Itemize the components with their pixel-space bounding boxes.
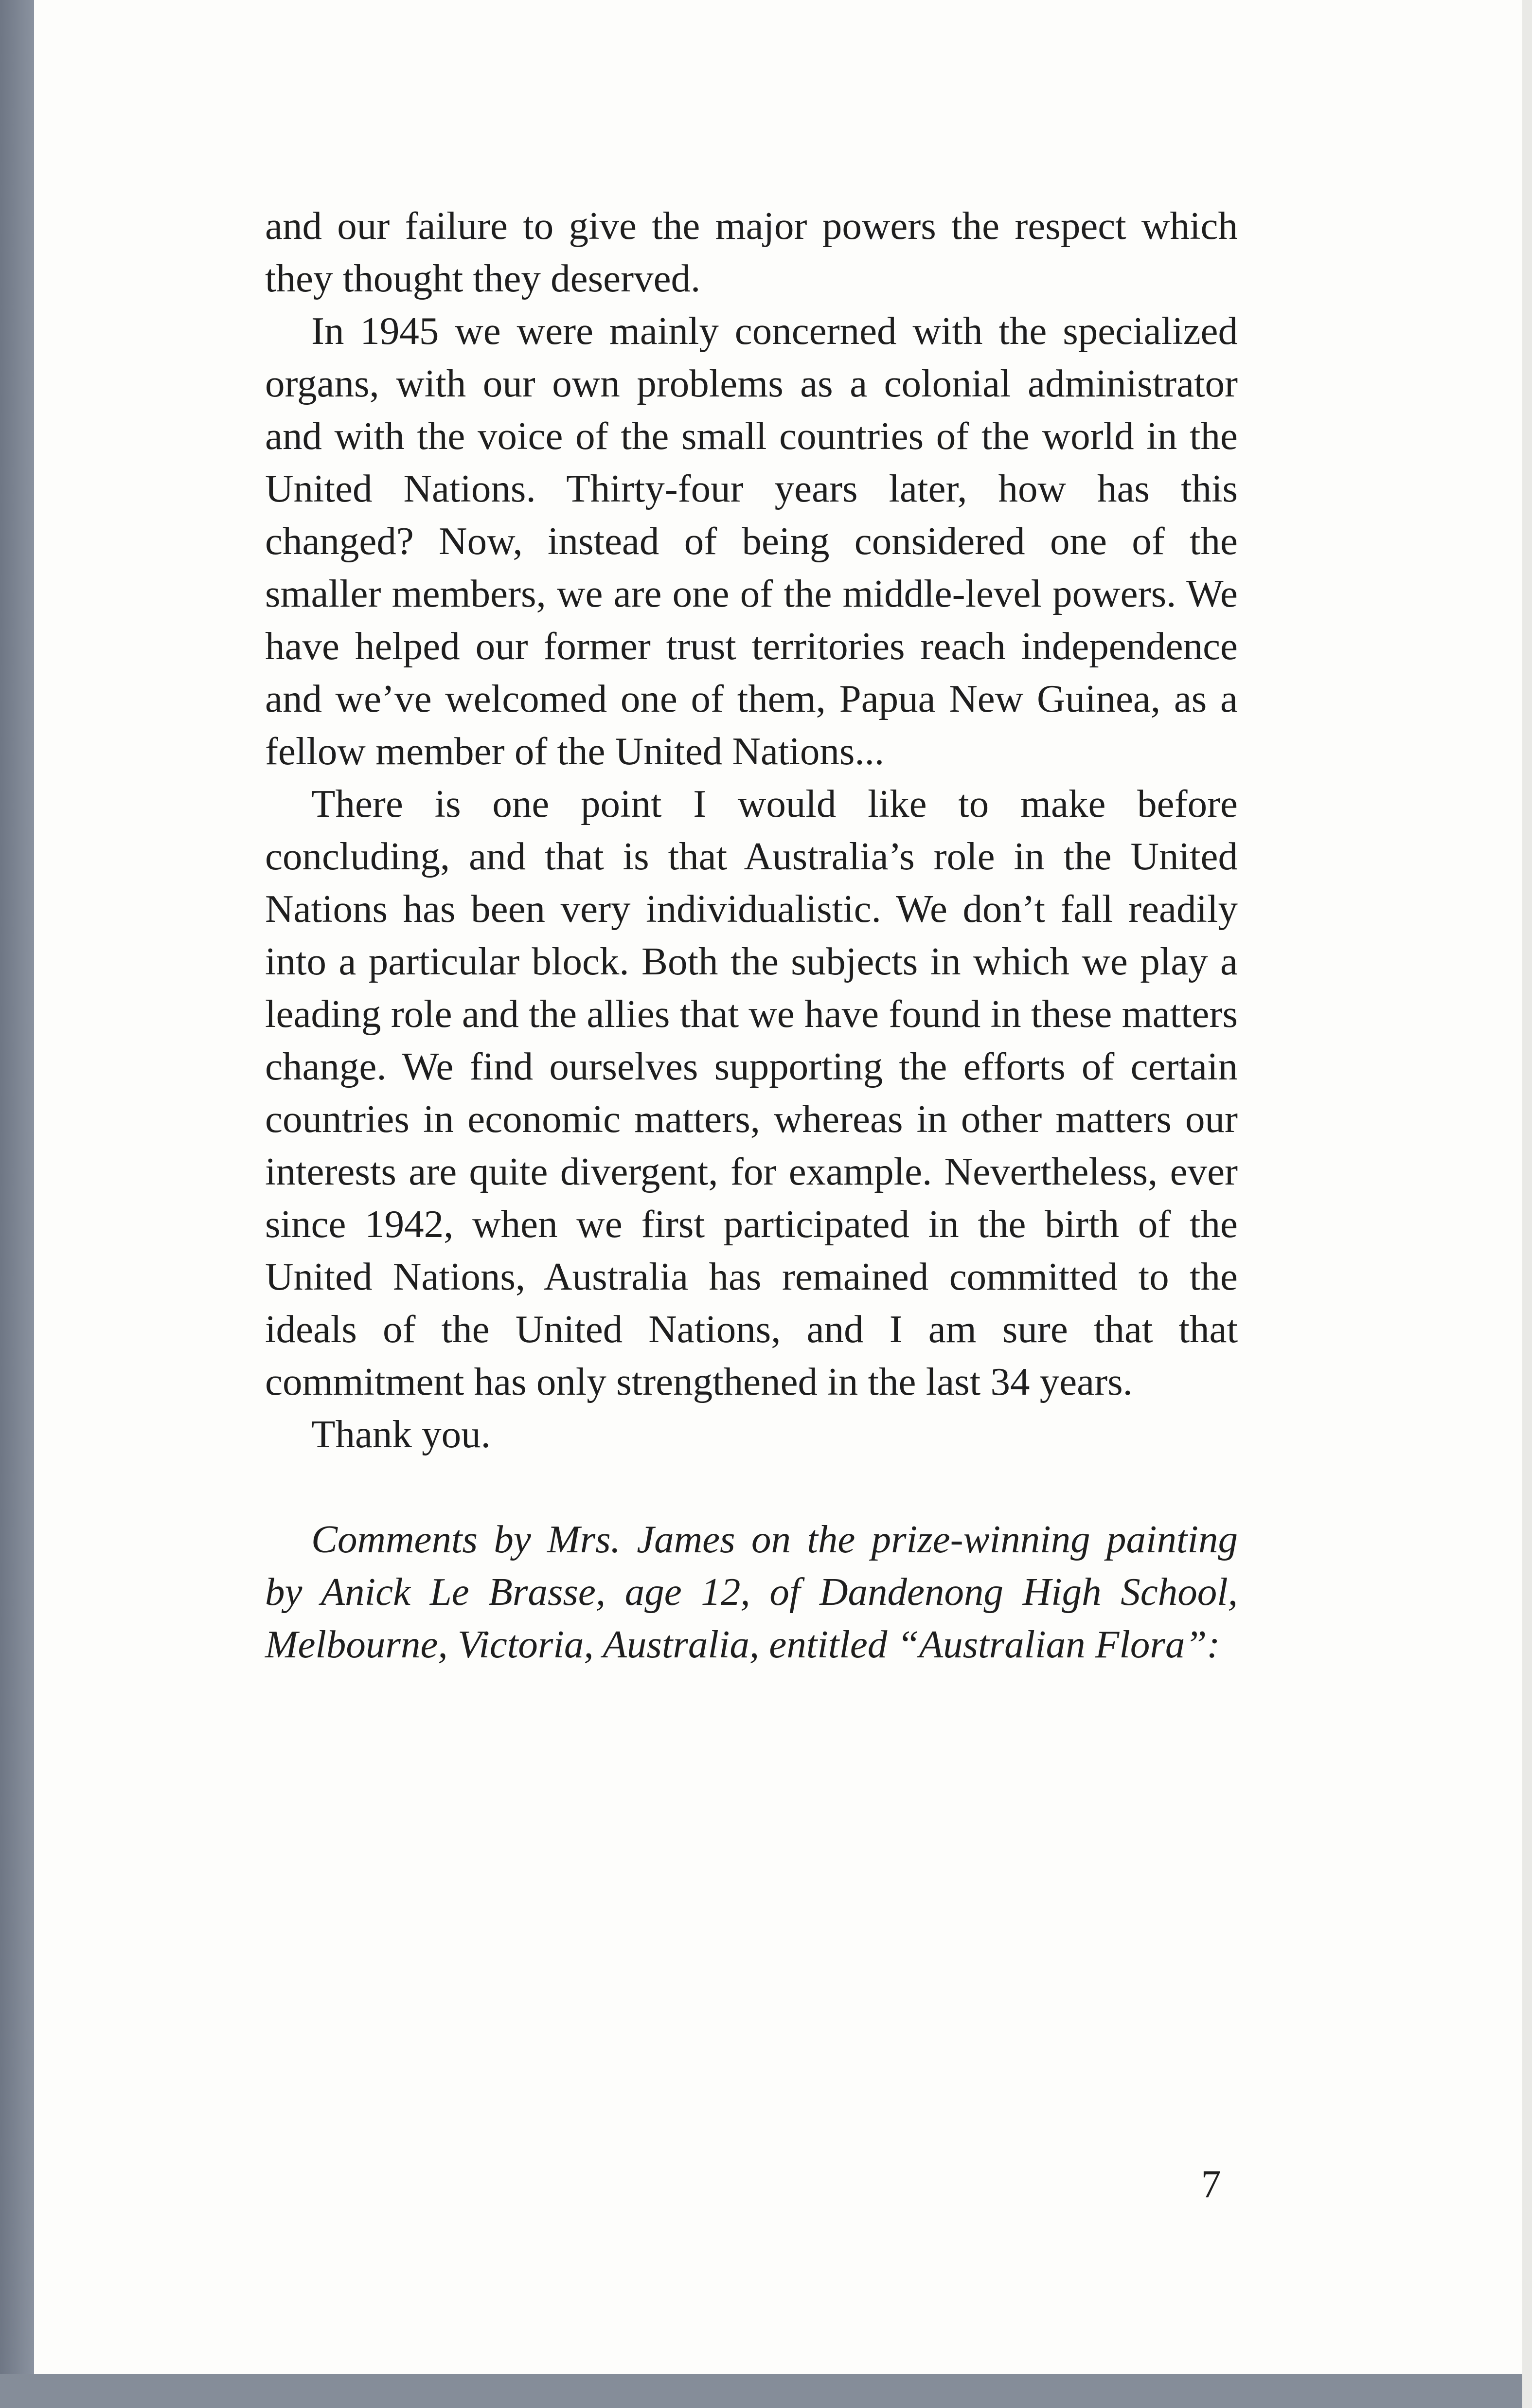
paragraph-continuation: and our failure to give the major powers the respect which they thought they deserved. xyxy=(265,204,1238,300)
scan-right-edge xyxy=(1522,0,1532,2408)
paragraph-thank-you: Thank you. xyxy=(311,1412,491,1456)
scan-left-shadow xyxy=(0,0,34,2408)
body-text xyxy=(265,199,1238,1671)
paragraph-1945: In 1945 we were mainly concerned with the specialized organs, with our own problems as a colonial administrator and with the voice of the small countries of the world in the United Nations. Thirty-four years later, how has this changed? Now, instead of being considered one of the smaller members, we are one of the middle-level powers. We have helped our former trust territories reach independence and we’ve welcomed one of them, Papua New Guinea, as a fellow member of the United Nations... xyxy=(265,309,1238,773)
paragraph-australia-role: There is one point I would like to make before concluding, and that is that Australia’s role in the United Nations has been very individualistic. We don’t fall readily into a particular block. Both the subjects in which we play a leading role and the allies that we have found in these matters change. We find ourselves supporting the efforts of certain countries in economic matters, whereas in other matters our interests are quite divergent, for example. Nevertheless, ever since 1942, when we first participated in the birth of the United Nations, Australia has remained committed to the ideals of the United Nations, and I am sure that that commitment has only strengthened in the last 34 years. xyxy=(265,782,1238,1403)
scan-bottom-shadow xyxy=(0,2374,1532,2408)
painting-caption: Comments by Mrs. James on the prize-winning painting by Anick Le Brasse, age 12, of Dandenong High School, Melbourne, Victoria, Australia, entitled “Australian Flora”: xyxy=(265,1517,1238,1666)
page-number: 7 xyxy=(1201,2162,1221,2206)
